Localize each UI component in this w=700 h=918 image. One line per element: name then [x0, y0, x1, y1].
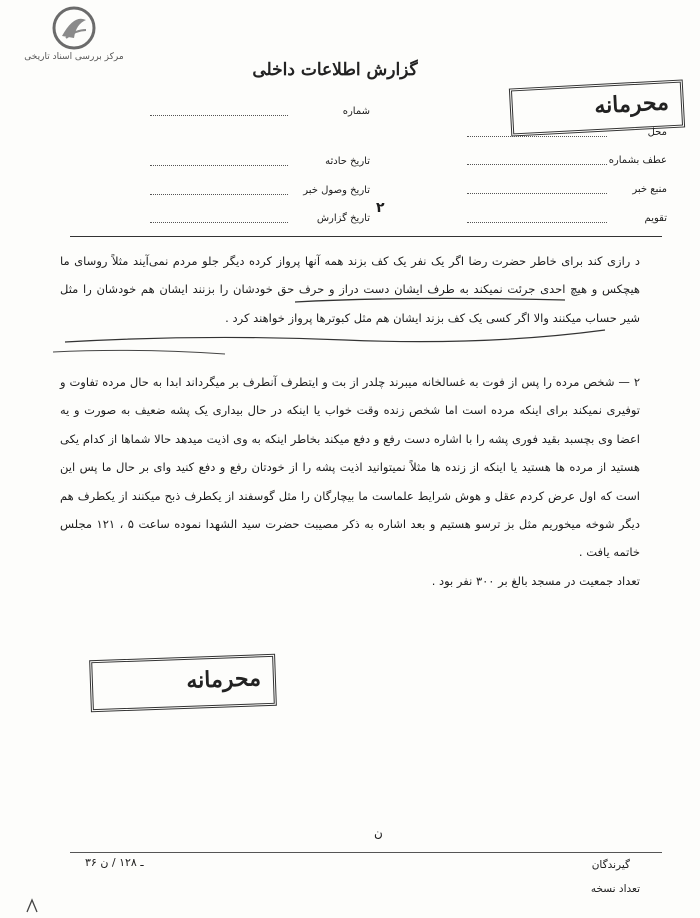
field-reference-number — [467, 155, 667, 171]
field-calendar — [467, 213, 667, 229]
field-blank — [150, 222, 288, 223]
handwritten-underline — [45, 290, 645, 360]
archive-logo-icon — [52, 6, 96, 50]
stamp-text: محرمانه — [185, 665, 262, 694]
field-news-source — [467, 184, 667, 200]
field-label: محل — [647, 127, 667, 138]
field-blank — [150, 194, 288, 195]
field-label: تقویم — [644, 213, 667, 224]
field-incident-date — [150, 156, 370, 172]
field-blank — [150, 165, 288, 166]
copies-label: تعداد نسخه — [590, 883, 640, 895]
field-blank — [467, 136, 607, 137]
field-label: تاریخ حادثه — [325, 156, 370, 167]
bottom-mark: ن — [374, 826, 383, 840]
field-label: عطف بشماره — [608, 155, 667, 166]
paragraph-text: ۲ — شخص مرده را پس از فوت به غسالخانه میبرند چلدر از بت و ایتطرف آنطرف بر میگرداند ابدا به حال مرده تفاوت و توفیری نمیکند برای اینکه مرده است اما شخص زنده وقت خواب یا اینکه در حال بیداری یک پشه ضعیف به صورت و یه اعضا وی بچسبد بقید فوری پشه را با اشاره دست رفع و دفع میکند بخاطر اینکه به وی اذیت میدهد حالا شماها از کدام یکی هستید از مرده ها هستید یا اینکه از زنده ها مثلاً نمیتوانید اذیت پشه را از خودتان رفع و دفع کنید وای بر حال ما پس این است که اول عرض کردم عقل و هوش شرایط علماست ما بیچارگان را مثل گوسفند از یکطرف ذبح میکنند از یکطرف هم دیگر شوخه میخوریم مثل بز ترسو هستیم و بعد اشاره به ذکر مصیبت حضرت سید الشهدا نموده ساعت ۵ ، ۱۲۱ مجلس خاتمه یافت . — [60, 375, 640, 560]
field-blank — [150, 115, 288, 116]
recipients-label: گیرندگان — [591, 859, 630, 871]
report-paragraph-2 — [60, 368, 640, 595]
field-blank — [467, 222, 607, 223]
footer-divider — [70, 852, 662, 853]
field-label: شماره — [342, 106, 370, 117]
watermark-text: مرکز بررسی اسناد تاریخی — [24, 52, 124, 62]
reference-code: ۳۶ ـ ۱۲۸ / ن — [85, 856, 144, 869]
margin-mark — [25, 898, 39, 914]
field-label: منبع خبر — [632, 184, 667, 195]
field-received-date — [150, 185, 370, 201]
field-location — [467, 127, 667, 143]
field-number — [150, 106, 370, 122]
confidential-stamp-bottom — [89, 654, 277, 712]
document-title: گزارش اطلاعات داخلی — [252, 60, 418, 80]
field-blank — [467, 193, 607, 194]
field-label: تاریخ وصول خبر — [303, 185, 370, 196]
paragraph-text: د رازی کند برای خاطر حضرت رضا اگر یک نفر یک کف بزند همه آنها پرواز کرده دیگر جلو مردم نمی‌آیند مثلاً روسای ما هیچکس و هیچ احدی جرئت نمیکند به طرف ایشان دست دراز و حرف حق خودشان را بزنند ایشان هم خودشان را مثل شیر حساب میکنند والا اگر کسی یک کف بزند ایشان هم مثل کبوترها پرواز خواهند کرد . — [60, 254, 640, 325]
field-label: تاریخ گزارش — [316, 213, 370, 224]
stamp-text: محرمانه — [593, 89, 670, 120]
archive-watermark — [10, 6, 140, 66]
attendance-line: تعداد جمعیت در مسجد بالغ بر ۳۰۰ نفر بود . — [431, 573, 640, 588]
copy-number: ۲ — [376, 200, 385, 216]
header-divider — [70, 236, 662, 237]
field-blank — [467, 164, 607, 165]
field-report-date — [150, 213, 370, 229]
